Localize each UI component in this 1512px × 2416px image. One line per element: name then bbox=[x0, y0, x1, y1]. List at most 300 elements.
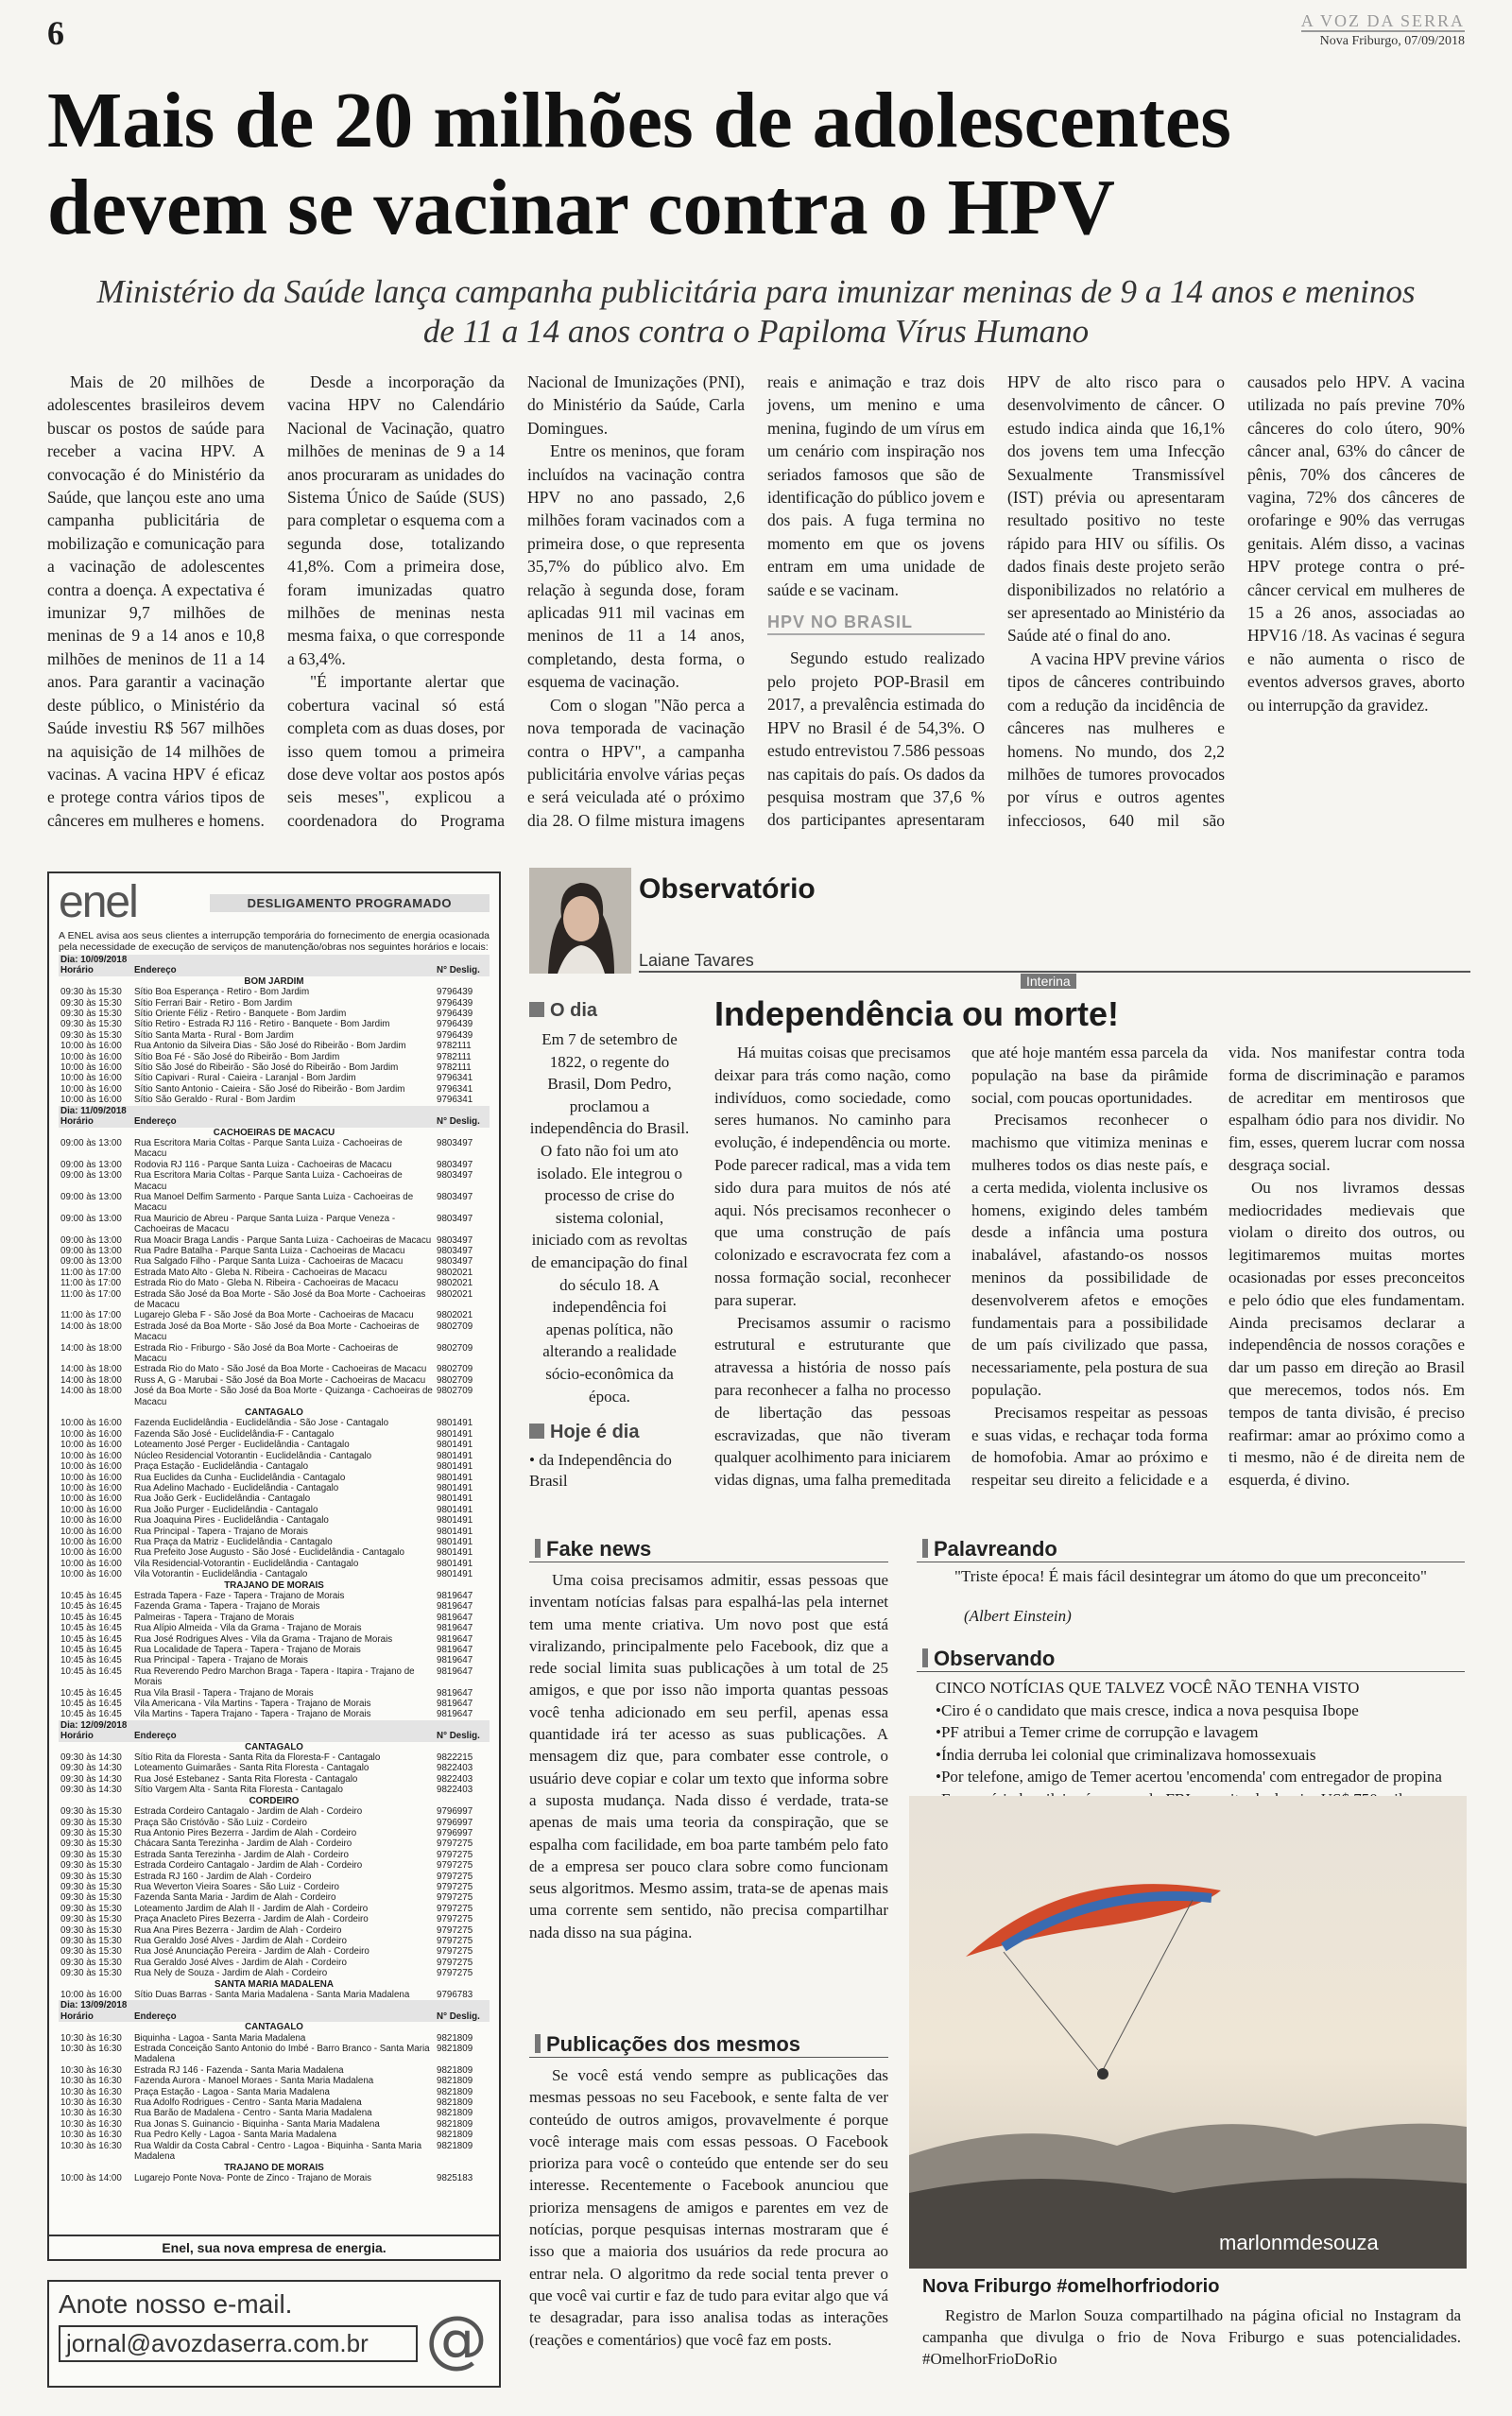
table-row bbox=[59, 1310, 490, 1320]
schedule-address: Sítio Duas Barras - Santa Maria Madalena - Santa Maria Madalena bbox=[134, 1990, 410, 2000]
table-row bbox=[59, 2119, 490, 2130]
schedule-day: Dia: 11/09/2018 bbox=[59, 1106, 490, 1116]
schedule-time: 14:00 às 18:00 bbox=[60, 1374, 122, 1386]
schedule-number: 9821809 bbox=[437, 2140, 473, 2151]
schedule-number: 9797275 bbox=[437, 1924, 473, 1936]
table-row bbox=[59, 2141, 490, 2163]
email-box bbox=[47, 2280, 501, 2388]
table-row bbox=[59, 1019, 490, 1029]
schedule-number: 9821809 bbox=[437, 2108, 473, 2119]
schedule-time: 10:00 às 16:00 bbox=[60, 1990, 122, 2000]
schedule-address: Fazenda São José - Euclidelândia-F - Cantagalo bbox=[134, 1428, 335, 1440]
editorial-paragraph: Ou nos livramos dessas mediocridades medievais que violam o direito dos outros, ou legitimaremos muitas mortes ocasionadas por esses preconceitos e pelo ódio que eles fundamentam. Ainda precisamos declarar a independência de nossos corações e dar um passo em direção ao Brasil que merecemos, todos nós. Em tempos de tanta divisão, é preciso reafirmar: amar ao próximo como a ti mesmo, não é de direita nem de esquerda, é divino. bbox=[1228, 1178, 1465, 1490]
schedule-time: 14:00 às 18:00 bbox=[60, 1386, 122, 1397]
schedule-time: 14:00 às 18:00 bbox=[60, 1364, 122, 1375]
column-title: Observatório bbox=[639, 873, 816, 905]
schedule-time: 10:30 às 16:30 bbox=[60, 2044, 122, 2055]
schedule-address: Rua Padre Batalha - Parque Santa Luiza - Cachoeiras de Macacu bbox=[134, 1245, 405, 1256]
schedule-address: Lugarejo Ponte Nova- Ponte de Zinco - Trajano de Morais bbox=[134, 2172, 372, 2183]
schedule-time: 09:00 às 13:00 bbox=[60, 1170, 122, 1182]
schedule-time: 09:30 às 15:30 bbox=[60, 1914, 122, 1925]
main-article-body bbox=[47, 371, 1465, 834]
schedule-location: CORDEIRO bbox=[249, 1795, 300, 1806]
date-line: Nova Friburgo, 07/09/2018 bbox=[1319, 34, 1465, 48]
schedule-location-row bbox=[59, 1407, 490, 1418]
schedule-number: 9797275 bbox=[437, 1946, 473, 1958]
table-row bbox=[59, 2033, 490, 2044]
schedule-number: 9797275 bbox=[437, 1838, 473, 1850]
article-paragraph: Entre os meninos, que foram incluídos na vacinação contra HPV no ano passado, 2,6 milhões foram vacinados com a primeira dose, o que representa 35,7% do público alvo. Em relação à segunda dose, foram aplicadas 911 mil vacinas em meninos de 11 a 14 anos, completando, desta forma, o esquema de vacinação. bbox=[527, 441, 745, 692]
schedule-address: Rua Joaquina Pires - Euclidelândia - Cantagalo bbox=[134, 1515, 329, 1527]
schedule-number: 9822215 bbox=[437, 1752, 473, 1764]
schedule-time: 10:00 às 16:00 bbox=[60, 1558, 122, 1569]
schedule-number: 9819647 bbox=[437, 1590, 473, 1601]
table-row bbox=[59, 2097, 490, 2108]
article-paragraph: Desde a incorporação da vacina HPV no Calendário Nacional de Vacinação, quatro milhões de meninas de 9 a 14 anos procuraram as unidades do Sistema Único de Saúde (SUS) para completar o esquema com a segunda dose, totalizando 41,8%. Com a primeira dose, foram imunizadas quatro milhões de meninas nesta mesma faixa, o que corresponde a 63,4%. bbox=[287, 372, 505, 668]
schedule-time: 09:30 às 14:30 bbox=[60, 1773, 122, 1785]
table-row bbox=[59, 1990, 490, 2000]
table-row bbox=[59, 1752, 490, 1763]
schedule-address: Estrada Santa Terezinha - Jardim de Alah - Cordeiro bbox=[134, 1849, 349, 1860]
schedule-time: 09:30 às 15:30 bbox=[60, 1968, 122, 1979]
masthead-title: A VOZ DA SERRA bbox=[1300, 11, 1465, 30]
schedule-number: 9796341 bbox=[437, 1073, 473, 1084]
schedule-address: Rua Adolfo Rodrigues - Centro - Santa Maria Madalena bbox=[134, 2097, 362, 2109]
table-row bbox=[59, 2130, 490, 2140]
schedule-address: Rua José Estebanez - Santa Rita Floresta - Cantagalo bbox=[134, 1773, 358, 1785]
table-row bbox=[59, 2173, 490, 2183]
fake-news-title-text: Fake news bbox=[546, 1537, 652, 1561]
table-row bbox=[59, 1321, 490, 1343]
schedule-time: 09:30 às 15:30 bbox=[60, 1903, 122, 1914]
palavreando-title bbox=[917, 1537, 1465, 1562]
instagram-tag: marlonmdesouza bbox=[1219, 2231, 1379, 2254]
table-row bbox=[59, 2108, 490, 2118]
table-row bbox=[59, 1882, 490, 1892]
schedule-address: Estrada Conceição Santo Antonio do Imbé - Barro Branco - Santa Maria Madalena bbox=[134, 2044, 430, 2065]
table-row bbox=[59, 1473, 490, 1483]
table-row bbox=[59, 1806, 490, 1817]
table-row bbox=[59, 1591, 490, 1601]
schedule-time: 10:30 às 16:30 bbox=[60, 2064, 122, 2076]
schedule-number: 9801491 bbox=[437, 1558, 473, 1569]
schedule-address: Sítio Retiro - Estrada RJ 116 - Retiro - Banquete - Bom Jardim bbox=[134, 1019, 390, 1030]
schedule-time: 10:30 às 16:30 bbox=[60, 2118, 122, 2130]
schedule-time: 10:00 às 16:00 bbox=[60, 1051, 122, 1062]
schedule-time: 09:00 às 13:00 bbox=[60, 1234, 122, 1246]
schedule-time: 09:30 às 14:30 bbox=[60, 1785, 122, 1796]
schedule-number: 9803497 bbox=[437, 1213, 473, 1224]
schedule-time: 09:00 às 13:00 bbox=[60, 1256, 122, 1268]
schedule-time: 10:00 às 16:00 bbox=[60, 1440, 122, 1451]
schedule-time: 09:30 às 15:30 bbox=[60, 1849, 122, 1860]
table-row bbox=[59, 1559, 490, 1569]
schedule-address: Rua Barão de Madalena - Centro - Santa Maria Madalena bbox=[134, 2108, 372, 2119]
schedule-time: 10:45 às 16:45 bbox=[60, 1655, 122, 1666]
table-row bbox=[59, 1623, 490, 1633]
schedule-time: 10:00 às 16:00 bbox=[60, 1526, 122, 1537]
schedule-time: 10:00 às 16:00 bbox=[60, 1569, 122, 1580]
schedule-number: 9819647 bbox=[437, 1623, 473, 1634]
schedule-address: Estrada São José da Boa Morte - São José da Boa Morte - Cachoeiras de Macacu bbox=[134, 1288, 426, 1310]
schedule-time: 10:45 às 16:45 bbox=[60, 1612, 122, 1623]
table-row bbox=[59, 1527, 490, 1537]
schedule-time: 10:30 às 16:30 bbox=[60, 2086, 122, 2097]
table-row bbox=[59, 1785, 490, 1795]
schedule-time: 09:30 às 15:30 bbox=[60, 1957, 122, 1968]
table-row bbox=[59, 1613, 490, 1623]
enel-logo: enel bbox=[59, 877, 137, 927]
author-role-badge: Interina bbox=[1021, 974, 1076, 989]
schedule-time: 10:00 às 16:00 bbox=[60, 1095, 122, 1106]
schedule-time: 10:45 às 16:45 bbox=[60, 1687, 122, 1699]
masthead bbox=[1301, 11, 1465, 49]
schedule-day-row bbox=[59, 1106, 490, 1116]
list-item: • PF atribui a Temer crime de corrupção e lavagem bbox=[936, 1721, 1465, 1744]
col-deslig: N° Deslig. bbox=[435, 2011, 490, 2022]
article-subtitle: HPV NO BRASIL bbox=[767, 611, 985, 635]
table-row bbox=[59, 1828, 490, 1838]
table-row bbox=[59, 1537, 490, 1547]
schedule-time: 09:00 às 13:00 bbox=[60, 1213, 122, 1224]
schedule-location: CACHOEIRAS DE MACACU bbox=[213, 1127, 335, 1138]
schedule-day: Dia: 10/09/2018 bbox=[59, 955, 490, 965]
schedule-time: 10:45 às 16:45 bbox=[60, 1590, 122, 1601]
schedule-number: 9821809 bbox=[437, 2076, 473, 2087]
schedule-number: 9819647 bbox=[437, 1687, 473, 1699]
schedule-address: Sítio Boa Fé - São José do Ribeirão - Bom Jardim bbox=[134, 1051, 340, 1062]
schedule-number: 9801491 bbox=[437, 1418, 473, 1429]
schedule-time: 09:30 às 15:30 bbox=[60, 1838, 122, 1850]
photo-caption: Registro de Marlon Souza compartilhado na página oficial no Instagram da campanha que divulga o frio de Nova Friburgo e suas potencialidades. #OmelhorFrioDoRio bbox=[922, 2306, 1461, 2368]
schedule-time: 09:30 às 15:30 bbox=[60, 1029, 122, 1041]
schedule-number: 9797275 bbox=[437, 1935, 473, 1946]
schedule-time: 10:45 às 16:45 bbox=[60, 1665, 122, 1677]
schedule-number: 9796783 bbox=[437, 1990, 473, 2000]
enel-outage-notice bbox=[47, 871, 501, 2261]
schedule-address: Loteamento Jardim de Alah II - Jardim de Alah - Cordeiro bbox=[134, 1903, 369, 1914]
schedule-address: Fazenda Aurora - Manoel Moraes - Santa Maria Madalena bbox=[134, 2076, 374, 2087]
schedule-number: 9796439 bbox=[437, 987, 473, 998]
schedule-number: 9803497 bbox=[437, 1234, 473, 1246]
table-row bbox=[59, 1246, 490, 1256]
schedule-address: Praça Anacleto Pires Bezerra - Jardim de Alah - Cordeiro bbox=[134, 1914, 369, 1925]
table-row bbox=[59, 1170, 490, 1192]
schedule-address: Praça Estação - Lagoa - Santa Maria Madalena bbox=[134, 2086, 330, 2097]
schedule-time: 09:30 às 15:30 bbox=[60, 1946, 122, 1958]
col-endereco: Endereço bbox=[132, 2011, 435, 2022]
table-row bbox=[59, 2065, 490, 2076]
schedule-address: Rua Moacir Braga Landis - Parque Santa Luiza - Cachoeiras de Macacu bbox=[134, 1234, 432, 1246]
schedule-address: Rua Alípio Almeida - Vila da Grama - Trajano de Morais bbox=[134, 1623, 362, 1634]
schedule-number: 9819647 bbox=[437, 1699, 473, 1710]
table-row bbox=[59, 1850, 490, 1860]
schedule-location: CANTAGALO bbox=[245, 1407, 303, 1419]
table-row bbox=[59, 1073, 490, 1083]
schedule-time: 10:00 às 16:00 bbox=[60, 1073, 122, 1084]
schedule-time: 11:00 às 17:00 bbox=[60, 1278, 122, 1289]
table-row bbox=[59, 1547, 490, 1558]
schedule-time: 09:30 às 15:30 bbox=[60, 1827, 122, 1838]
observando-list bbox=[936, 1700, 1465, 1811]
table-row bbox=[59, 1235, 490, 1246]
schedule-time: 10:00 às 16:00 bbox=[60, 1062, 122, 1074]
table-row bbox=[59, 1052, 490, 1062]
schedule-address: Fazenda Grama - Tapera - Trajano de Morais bbox=[134, 1601, 320, 1613]
schedule-time: 09:30 às 15:30 bbox=[60, 1892, 122, 1904]
table-row bbox=[59, 1763, 490, 1773]
publicacoes-title bbox=[529, 2032, 888, 2058]
table-row bbox=[59, 1062, 490, 1073]
publicacoes-body bbox=[529, 2064, 888, 2351]
table-row bbox=[59, 1569, 490, 1579]
schedule-time: 10:00 às 16:00 bbox=[60, 1428, 122, 1440]
editorial-paragraph: Precisamos assumir o racismo estrutural e estruturante que atravessa a história de nosso país para reconhecer a falha no processo de libertação das pessoas escravizadas, que não tiveram qualquer acolhimento para iniciarem vidas dignas, uma falha premeditada que até hoje mantém essa parcela da população na base da pirâmide social, com poucas oportunidades. bbox=[714, 1044, 1208, 1490]
schedule-number: 9819647 bbox=[437, 1612, 473, 1623]
publicacoes-title-text: Publicações dos mesmos bbox=[546, 2032, 800, 2056]
hoje-text: • da Independência do Brasil bbox=[529, 1451, 672, 1490]
schedule-time: 11:00 às 17:00 bbox=[60, 1267, 122, 1278]
schedule-number: 9803497 bbox=[437, 1256, 473, 1268]
enel-header bbox=[59, 877, 490, 927]
schedule-address: Rua Weverton Vieira Soares - São Luiz - Cordeiro bbox=[134, 1881, 339, 1892]
table-row bbox=[59, 1818, 490, 1828]
schedule-number: 9797275 bbox=[437, 1860, 473, 1872]
table-row bbox=[59, 1968, 490, 1978]
schedule-address: Sítio Boa Esperança - Retiro - Bom Jardim bbox=[134, 987, 310, 998]
schedule-address: Loteamento Guimarães - Santa Rita Floresta - Cantagalo bbox=[134, 1763, 369, 1774]
publicacoes-paragraph: Se você está vendo sempre as publicações das mesmas pessoas no seu Facebook, e sente falta de ver conteúdo de outros amigos, provavelmente é porque você interage mais com essas pessoas. O Facebook prioriza para você o conteúdo que entende ser do seu interesse. Recentemente o Facebook anunciou que prioriza mensagens de amigos e parentes em vez de notícias, porque pesquisas internas mostraram que é isso que a maioria dos usuários da rede procura ao entrar nela. O algoritmo da rede social tenta prever o que você vai curtir e faz de tudo para evitar algo que vá te desagradar, para isso analisa todas as interações (reações e comentários) que você faz em posts. bbox=[529, 2066, 888, 2349]
schedule-number: 9803497 bbox=[437, 1137, 473, 1148]
schedule-address: Rua Adelino Machado - Euclidelândia - Cantagalo bbox=[134, 1482, 339, 1493]
schedule-time: 10:45 às 16:45 bbox=[60, 1699, 122, 1710]
table-row bbox=[59, 1429, 490, 1440]
editorial-paragraph: Há muitas coisas que precisamos deixar para trás como nação, como indivíduos, como sociedade, como seres humanos. No caminho para evolução, é independência ou morte. Pode parecer radical, mas a vida tem sido dura para muitos de nós até aqui. Nós precisamos reconhecer o que uma construção de país colonizado e escravocrata fez com a nossa formação social, reconhecer para superar. bbox=[714, 1044, 951, 1309]
schedule-number: 9801491 bbox=[437, 1536, 473, 1547]
schedule-time: 09:30 às 14:30 bbox=[60, 1752, 122, 1764]
paraglider-photo bbox=[909, 1796, 1467, 2269]
schedule-header-row bbox=[59, 1116, 490, 1127]
schedule-number: 9801491 bbox=[437, 1515, 473, 1527]
table-row bbox=[59, 1375, 490, 1386]
schedule-address: Sítio São Geraldo - Rural - Bom Jardim bbox=[134, 1095, 296, 1106]
schedule-time: 10:45 às 16:45 bbox=[60, 1623, 122, 1634]
schedule-time: 09:30 às 15:30 bbox=[60, 1924, 122, 1936]
schedule-address: Sítio Santa Marta - Rural - Bom Jardim bbox=[134, 1029, 294, 1041]
schedule-address: José da Boa Morte - São José da Boa Morte - Quizanga - Cachoeiras de Macacu bbox=[134, 1386, 433, 1407]
schedule-location-row bbox=[59, 1742, 490, 1752]
schedule-time: 10:30 às 16:30 bbox=[60, 2076, 122, 2087]
schedule-address: Vila Residencial-Votorantin - Euclidelândia - Cantagalo bbox=[134, 1558, 359, 1569]
schedule-header-row bbox=[59, 2011, 490, 2022]
schedule-address: Rua Nely de Souza - Jardim de Alah - Cordeiro bbox=[134, 1968, 328, 1979]
schedule-address: Rua João Gerk - Euclidelândia - Cantagalo bbox=[134, 1493, 311, 1505]
observando-title-text: Observando bbox=[934, 1647, 1056, 1670]
schedule-time: 10:00 às 16:00 bbox=[60, 1536, 122, 1547]
page-number: 6 bbox=[47, 14, 64, 52]
email-address[interactable]: jornal@avozdaserra.com.br bbox=[59, 2325, 418, 2362]
schedule-number: 9796439 bbox=[437, 997, 473, 1009]
schedule-address: Lugarejo Gleba F - São José da Boa Morte - Cachoeiras de Macacu bbox=[134, 1310, 414, 1321]
schedule-address: Loteamento José Perger - Euclidelândia - Cantagalo bbox=[134, 1440, 350, 1451]
schedule-time: 09:30 às 15:30 bbox=[60, 1935, 122, 1946]
schedule-number: 9801491 bbox=[437, 1440, 473, 1451]
schedule-location: BOM JARDIM bbox=[244, 975, 304, 987]
photo-title: Nova Friburgo #omelhorfriodorio bbox=[922, 2276, 1220, 2297]
odia-text: Em 7 de setembro de 1822, o regente do Brasil, Dom Pedro, proclamou a independência do Brasil. O fato não foi um ato isolado. Ele integrou o processo de crise do sistema colonial, iniciado com as revoltas de emancipação do final do século 18. A independência foi apenas política, não alterando a realidade sócio-econômica da época. bbox=[529, 1030, 690, 1406]
table-row bbox=[59, 1925, 490, 1936]
article-paragraph: "É importante alertar que cobertura vacinal só está completa com as duas doses, por isso quem tomou a primeira dose deve voltar aos postos após seis meses", explicou a coordenadora do Programa Nacional de Imunizações (PNI), do Ministério da Saúde, Carla Domingues. bbox=[287, 372, 745, 830]
schedule-day: Dia: 12/09/2018 bbox=[59, 1720, 490, 1731]
table-row bbox=[59, 1160, 490, 1170]
schedule-address: Estrada Rio do Mato - São José da Boa Morte - Cachoeiras de Macacu bbox=[134, 1364, 427, 1375]
table-row bbox=[59, 1289, 490, 1311]
schedule-number: 9782111 bbox=[437, 1062, 472, 1074]
table-row bbox=[59, 1958, 490, 1968]
table-row bbox=[59, 1030, 490, 1041]
section-bar-icon bbox=[922, 1539, 928, 1558]
schedule-address: Rua Salgado Filho - Parque Santa Luiza - Cachoeiras de Macacu bbox=[134, 1256, 404, 1268]
schedule-number: 9821809 bbox=[437, 2044, 473, 2055]
schedule-time: 10:45 às 16:45 bbox=[60, 1633, 122, 1645]
table-row bbox=[59, 1440, 490, 1450]
observando-lead: CINCO NOTÍCIAS QUE TALVEZ VOCÊ NÃO TENHA VISTO bbox=[936, 1679, 1360, 1697]
schedule-number: 9819647 bbox=[437, 1633, 473, 1645]
table-row bbox=[59, 1872, 490, 1882]
schedule-time: 10:00 às 16:00 bbox=[60, 1547, 122, 1559]
schedule-address: Rua Praça da Matriz - Euclidelândia - Cantagalo bbox=[134, 1536, 333, 1547]
schedule-number: 9802709 bbox=[437, 1364, 473, 1375]
schedule-address: Biquinha - Lagoa - Santa Maria Madalena bbox=[134, 2032, 306, 2044]
schedule-number: 9797275 bbox=[437, 1968, 473, 1979]
schedule-number: 9801491 bbox=[437, 1450, 473, 1461]
schedule-number: 9825183 bbox=[437, 2172, 473, 2183]
schedule-address: Estrada RJ 160 - Jardim de Alah - Cordeiro bbox=[134, 1871, 312, 1882]
table-row bbox=[59, 1084, 490, 1095]
hoje-label bbox=[529, 1422, 639, 1443]
table-row bbox=[59, 1666, 490, 1688]
schedule-time: 11:00 às 17:00 bbox=[60, 1310, 122, 1321]
col-horario: Horário bbox=[59, 2011, 132, 2022]
schedule-time: 09:30 às 15:30 bbox=[60, 1881, 122, 1892]
list-item: • Ciro é o candidato que mais cresce, indica a nova pesquisa Ibope bbox=[936, 1700, 1465, 1722]
schedule-number: 9796439 bbox=[437, 1009, 473, 1020]
schedule-time: 14:00 às 18:00 bbox=[60, 1342, 122, 1354]
table-row bbox=[59, 1192, 490, 1214]
list-item: • Por telefone, amigo de Temer acertou 'encomenda' com entregador de propina bbox=[936, 1766, 1465, 1788]
email-title: Anote nosso e-mail. bbox=[59, 2289, 293, 2319]
schedule-address: Estrada Cordeiro Cantagalo - Jardim de Alah - Cordeiro bbox=[134, 1806, 363, 1818]
table-row bbox=[59, 987, 490, 997]
schedule-day-row bbox=[59, 1720, 490, 1731]
schedule-number: 9801491 bbox=[437, 1547, 473, 1559]
schedule-address: Estrada José da Boa Morte - São José da Boa Morte - Cachoeiras de Macacu bbox=[134, 1320, 420, 1343]
table-row bbox=[59, 1946, 490, 1957]
schedule-location-row bbox=[59, 2163, 490, 2173]
schedule-header-row bbox=[59, 965, 490, 975]
schedule-location-row bbox=[59, 1580, 490, 1591]
schedule-address: Rua Antonio Pires Bezerra - Jardim de Alah - Cordeiro bbox=[134, 1827, 357, 1838]
palavreando-author: (Albert Einstein) bbox=[964, 1607, 1072, 1625]
schedule-number: 9797275 bbox=[437, 1892, 473, 1904]
schedule-address: Estrada Tapera - Faze - Tapera - Trajano de Morais bbox=[134, 1590, 345, 1601]
schedule-address: Estrada Mato Alto - Gleba N. Ribeira - Cachoeiras de Macacu bbox=[134, 1267, 387, 1278]
schedule-number: 9796997 bbox=[437, 1817, 473, 1828]
col-endereco: Endereço bbox=[132, 965, 435, 975]
schedule-time: 10:30 às 16:30 bbox=[60, 2108, 122, 2119]
schedule-number: 9822403 bbox=[437, 1763, 473, 1774]
schedule-time: 10:00 às 16:00 bbox=[60, 1450, 122, 1461]
table-row bbox=[59, 1838, 490, 1849]
schedule-number: 9803497 bbox=[437, 1159, 473, 1170]
schedule-number: 9796997 bbox=[437, 1827, 473, 1838]
table-row bbox=[59, 998, 490, 1009]
schedule-number: 9802021 bbox=[437, 1267, 473, 1278]
table-row bbox=[59, 1451, 490, 1461]
palavreando-title-text: Palavreando bbox=[934, 1537, 1057, 1561]
schedule-number: 9822403 bbox=[437, 1773, 473, 1785]
schedule-address: Chácara Santa Terezinha - Jardim de Alah - Cordeiro bbox=[134, 1838, 352, 1850]
schedule-time: 10:00 às 16:00 bbox=[60, 1504, 122, 1515]
schedule-number: 9796341 bbox=[437, 1095, 473, 1106]
schedule-address: Rua Manoel Delfim Sarmento - Parque Santa Luiza - Cachoeiras de Macacu bbox=[134, 1191, 414, 1214]
editorial-body bbox=[714, 1042, 1465, 1492]
schedule-time: 10:00 às 16:00 bbox=[60, 1493, 122, 1505]
schedule-number: 9819647 bbox=[437, 1645, 473, 1655]
schedule-address: Rua João Purger - Euclidelândia - Cantagalo bbox=[134, 1504, 318, 1515]
schedule-address: Rua Waldir da Costa Cabral - Centro - Lagoa - Biquinha - Santa Maria Madalena bbox=[134, 2140, 422, 2163]
table-row bbox=[59, 1386, 490, 1407]
table-row bbox=[59, 2076, 490, 2086]
table-row bbox=[59, 2044, 490, 2065]
palavreando-quote: "Triste época! É mais fácil desintegrar um átomo do que um preconceito" bbox=[954, 1567, 1427, 1585]
schedule-number: 9802709 bbox=[437, 1374, 473, 1386]
schedule-number: 9821809 bbox=[437, 2032, 473, 2044]
schedule-time: 10:00 às 16:00 bbox=[60, 1482, 122, 1493]
table-row bbox=[59, 1892, 490, 1903]
schedule-address: Vila Votorantin - Euclidelândia - Cantagalo bbox=[134, 1569, 308, 1580]
list-item: • Índia derruba lei colonial que criminalizava homossexuais bbox=[936, 1744, 1465, 1767]
schedule-address: Rua Principal - Tapera - Trajano de Morais bbox=[134, 1655, 308, 1666]
table-row bbox=[59, 1461, 490, 1472]
schedule-time: 09:00 às 13:00 bbox=[60, 1159, 122, 1170]
schedule-address: Estrada RJ 146 - Fazenda - Santa Maria Madalena bbox=[134, 2064, 344, 2076]
schedule-time: 10:45 às 16:45 bbox=[60, 1601, 122, 1613]
schedule-time: 10:30 às 16:30 bbox=[60, 2140, 122, 2151]
schedule-address: Sítio Vargem Alta - Santa Rita Floresta - Cantagalo bbox=[134, 1785, 343, 1796]
schedule-number: 9822403 bbox=[437, 1785, 473, 1796]
schedule-address: Rua Vila Brasil - Tapera - Trajano de Morais bbox=[134, 1687, 314, 1699]
editorial-paragraph: Precisamos reconhecer o machismo que vitimiza meninas e mulheres todos os dias neste país, e a certa medida, violenta inclusive os homens, exigindo deles também desde a infância uma postura inabalável, afastando-os nossos meninos da possibilidade de desenvolverem afetos e emoções fundamentais para a possibilidade de um país civilizado que passa, necessariamente, pela postura de sua população. bbox=[971, 1111, 1208, 1399]
schedule-number: 9782111 bbox=[437, 1041, 472, 1052]
schedule-location: TRAJANO DE MORAIS bbox=[224, 1579, 324, 1591]
headline: Mais de 20 milhões de adolescentes devem se vacinar contra o HPV bbox=[47, 77, 1231, 251]
schedule-location-row bbox=[59, 2022, 490, 2032]
schedule-address: Estrada Rio do Mato - Gleba N. Ribeira - Cachoeiras de Macacu bbox=[134, 1278, 399, 1289]
section-bar-icon bbox=[535, 2034, 541, 2053]
table-row bbox=[59, 1268, 490, 1278]
schedule-address: Rua Reverendo Pedro Marchon Braga - Tapera - Itapira - Trajano de Morais bbox=[134, 1665, 415, 1688]
table-row bbox=[59, 1364, 490, 1374]
schedule-number: 9797275 bbox=[437, 1903, 473, 1914]
table-row bbox=[59, 1936, 490, 1946]
at-icon: @ bbox=[425, 2303, 488, 2375]
schedule-number: 9803497 bbox=[437, 1170, 473, 1182]
schedule-number: 9801491 bbox=[437, 1526, 473, 1537]
table-row bbox=[59, 1041, 490, 1051]
table-row bbox=[59, 1493, 490, 1504]
schedule-address: Estrada Cordeiro Cantagalo - Jardim de Alah - Cordeiro bbox=[134, 1860, 363, 1872]
